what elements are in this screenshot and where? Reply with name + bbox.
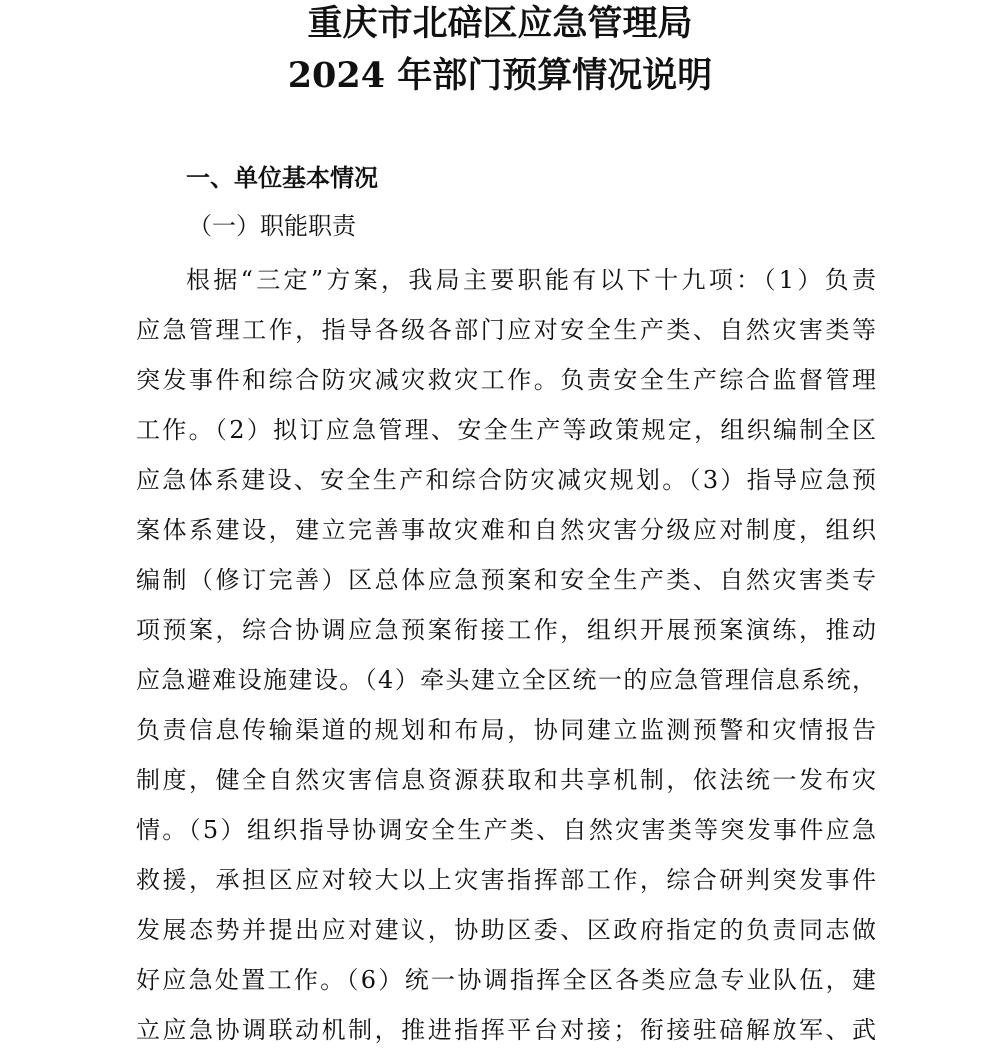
paragraph-line: 情。（5）组织指导协调安全生产类、自然灾害类等突发事件应急 bbox=[136, 816, 876, 844]
paragraph-line: 案体系建设，建立完善事故灾难和自然灾害分级应对制度，组织 bbox=[136, 516, 876, 544]
paragraph-line: 应急避难设施建设。（4）牵头建立全区统一的应急管理信息系统， bbox=[136, 666, 876, 694]
paragraph-line: 立应急协调联动机制，推进指挥平台对接；衔接驻碚解放军、武 bbox=[136, 1016, 876, 1044]
paragraph-line: 负责信息传输渠道的规划和布局，协同建立监测预警和灾情报告 bbox=[136, 716, 876, 744]
paragraph-line: 制度，健全自然灾害信息资源获取和共享机制，依法统一发布灾 bbox=[136, 766, 876, 794]
paragraph-line: 突发事件和综合防灾减灾救灾工作。负责安全生产综合监督管理 bbox=[136, 366, 876, 394]
paragraph-line: 应急管理工作，指导各级各部门应对安全生产类、自然灾害类等 bbox=[136, 316, 876, 344]
subsection-heading: （一）职能职责 bbox=[188, 212, 356, 240]
document-title-line-2: 2024 年部门预算情况说明 bbox=[287, 55, 713, 96]
paragraph-line: 项预案，综合协调应急预案衔接工作，组织开展预案演练，推动 bbox=[136, 616, 876, 644]
document-title-line-1: 重庆市北碚区应急管理局 bbox=[307, 3, 693, 44]
paragraph-line: 发展态势并提出应对建议，协助区委、区政府指定的负责同志做 bbox=[136, 916, 876, 944]
paragraph-line: 好应急处置工作。（6）统一协调指挥全区各类应急专业队伍，建 bbox=[136, 966, 876, 994]
section-heading: 一、单位基本情况 bbox=[186, 164, 378, 192]
paragraph-line: 应急体系建设、安全生产和综合防灾减灾规划。（3）指导应急预 bbox=[136, 466, 876, 494]
paragraph-line: 根据“三定”方案，我局主要职能有以下十九项：（1）负责 bbox=[186, 266, 876, 294]
paragraph-line: 救援，承担区应对较大以上灾害指挥部工作，综合研判突发事件 bbox=[136, 866, 876, 894]
paragraph-line: 编制（修订完善）区总体应急预案和安全生产类、自然灾害类专 bbox=[136, 566, 876, 594]
paragraph-line: 工作。（2）拟订应急管理、安全生产等政策规定，组织编制全区 bbox=[136, 416, 876, 444]
